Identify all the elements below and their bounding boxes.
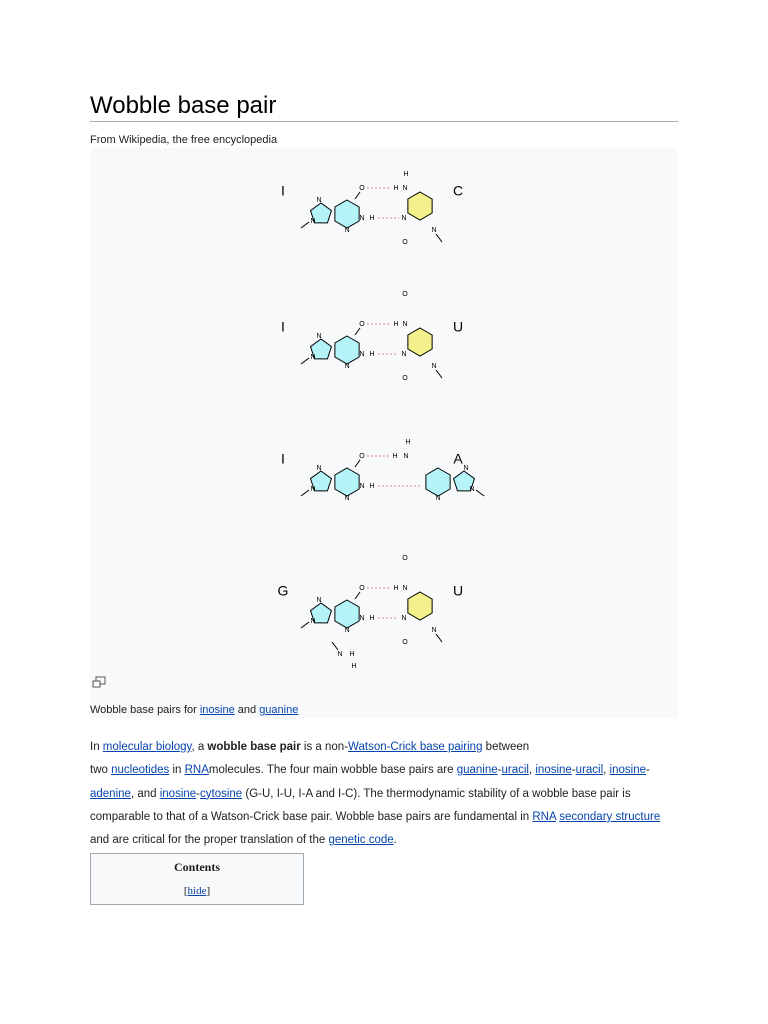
bond [355,328,360,335]
atom-label: O [402,554,408,562]
atom-label: O [359,584,365,592]
methyl-bond [301,622,309,628]
link-molecular-biology[interactable]: molecular biology [102,741,192,753]
right-base-label: U [452,318,464,335]
caption-text: Wobble base pairs for [90,704,200,716]
atom-label: H [393,184,399,192]
toc-toggle [91,885,303,897]
atom-label: N [401,214,407,222]
text: , a [191,741,208,753]
atom-label: N [310,617,316,625]
atom-label: N [431,226,437,234]
pyrimidine-ring [408,592,432,620]
atom-label: N [402,320,408,328]
atom-label: O [402,638,408,646]
toc-hide-link[interactable]: hide [187,885,207,897]
text: . [393,834,397,847]
term-bold: wobble base pair [207,741,301,753]
text: - [646,764,650,777]
guanine-link[interactable]: guanine [259,704,299,716]
atom-label: O [359,452,365,460]
atom-label: N [402,184,408,192]
text: , [528,764,536,777]
right-base-label: A [453,450,463,467]
atom-label: H [369,350,375,358]
inosine-link[interactable]: inosine [199,704,235,716]
enlarge-icon[interactable] [92,676,106,688]
atom-label: O [359,320,365,328]
text: (G-U, I-U, I-A and I-C). The thermodynamic stability of a wobble base pair is comparable to that of a Watson-Crick base pair. Wobble base pairs are fundamental in [90,787,631,823]
toc-title: Contents [173,860,220,874]
base-pair-diagram[interactable] [90,148,678,668]
purine-ring [335,600,359,628]
text: two [90,764,112,777]
methyl-bond [301,358,309,364]
text: and are critical for the proper translation of the [90,834,329,847]
table-of-contents [90,853,304,905]
link-inosine[interactable]: inosine [159,787,197,800]
left-base-label: G [277,582,289,599]
atom-label: N [401,614,407,622]
atom-label: H [392,452,398,460]
atom-label: O [402,238,408,246]
atom-label: O [402,374,408,382]
left-base-label: I [281,450,285,467]
atom-label: N [359,214,365,222]
atom-label: N [310,353,316,361]
pyrimidine-ring [408,328,432,356]
link-watson-crick[interactable]: Watson-Crick base pairing [348,741,483,753]
text: - [571,764,576,777]
atom-label: N [310,485,316,493]
left-base-label: I [281,182,285,199]
page-title: Wobble base pair [90,92,277,119]
bond [355,592,360,599]
right-base-label: U [452,582,464,599]
atom-label: H [349,650,355,658]
base-pair-3 [281,439,484,502]
link-uracil[interactable]: uracil [501,764,529,777]
atom-label: O [402,290,408,298]
atom-label: N [344,494,350,502]
atom-label: N [402,584,408,592]
purine-ring [335,468,359,496]
atom-label: H [403,170,409,178]
link-adenine[interactable]: adenine [90,787,131,800]
link-rna[interactable]: RNA [184,764,209,777]
atom-label: N [359,614,365,622]
link-guanine[interactable]: guanine [456,764,498,777]
atom-label: N [344,626,350,634]
atom-label: N [316,464,322,472]
methyl-bond [436,370,442,378]
link-rna[interactable]: RNA [532,810,557,823]
atom-label: N [316,596,322,604]
purine-ring [335,336,359,364]
bond [355,192,360,199]
bond [355,460,360,467]
purine-ring [426,468,450,496]
link-cytosine[interactable]: cytosine [200,787,243,800]
text: molecules. The four main wobble base pairs are [208,764,457,777]
right-base-label: C [452,182,464,199]
atom-label: N [344,362,350,370]
methyl-bond [436,634,442,642]
atom-label: O [359,184,365,192]
text: , [603,764,610,777]
atom-label: N [469,485,475,493]
pyrimidine-ring [408,192,432,220]
atom-label: H [369,482,375,490]
atom-label: N [316,196,322,204]
base-pair-4 [278,555,464,668]
atom-label: N [403,452,409,460]
atom-label: N [359,350,365,358]
figure [90,148,678,718]
intro-paragraph [90,736,680,852]
methyl-bond [436,234,442,242]
base-pair-1 [281,171,463,246]
left-base-label: I [281,318,285,335]
text: - [196,787,201,800]
atom-label: N [435,494,441,502]
atom-label: H [369,614,375,622]
text: between [482,741,530,753]
atom-label: N [431,362,437,370]
link-inosine[interactable]: inosine [609,764,646,777]
base-pair-2 [281,291,463,382]
purine-ring [335,200,359,228]
atom-label: N [359,482,365,490]
atom-label: H [393,584,399,592]
methyl-bond [301,222,309,228]
bond [332,642,338,650]
link-genetic-code[interactable]: genetic code [328,834,394,847]
atom-label: N [344,226,350,234]
caption-text: and [234,704,260,716]
text: in [169,764,185,777]
text: - [497,764,502,777]
bracket: [ [183,885,188,897]
atom-label: H [351,662,357,668]
link-secondary-structure[interactable]: secondary structure [559,810,661,823]
atom-label: N [310,217,316,225]
atom-label: H [405,438,411,446]
atom-label: H [393,320,399,328]
link-uracil[interactable]: uracil [575,764,604,777]
bracket: ] [206,885,211,897]
tagline: From Wikipedia, the free encyclopedia [90,134,278,146]
text: In [90,741,103,753]
methyl-bond [301,490,309,496]
title-divider [90,121,678,122]
atom-label: N [431,626,437,634]
link-inosine[interactable]: inosine [535,764,572,777]
figure-caption [90,704,298,716]
atom-label: N [401,350,407,358]
atom-label: H [369,214,375,222]
text: is a non- [300,741,349,753]
link-nucleotides[interactable]: nucleotides [111,764,170,777]
atom-label: N [337,650,343,658]
text: , and [130,787,160,800]
atom-label: N [463,464,469,472]
methyl-bond [476,490,484,496]
atom-label: N [316,332,322,340]
